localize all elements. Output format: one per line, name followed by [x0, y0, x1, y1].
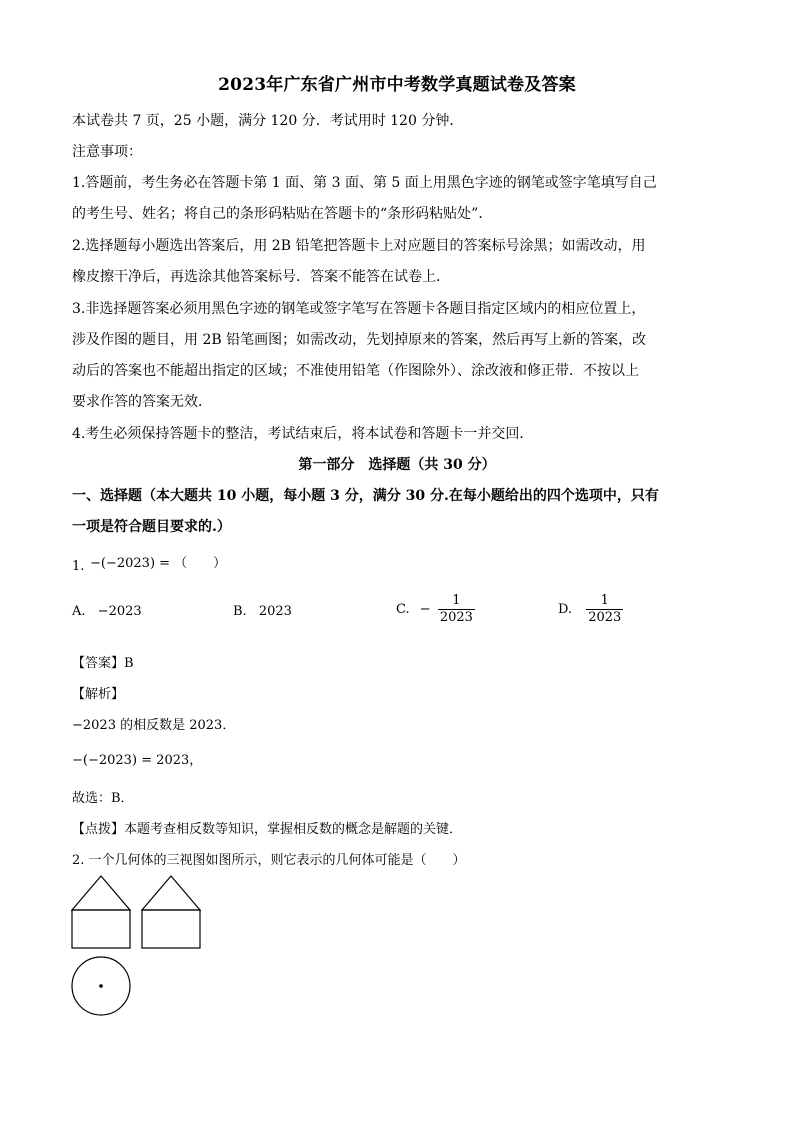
note-3-line-1: 3.非选择题答案必须用黑色字迹的钢笔或签字笔写在答题卡各题目指定区域内的相应位置上， — [72, 301, 646, 317]
q1-option-d-numerator: 1 — [600, 593, 609, 608]
q1-option-d-denominator: 2023 — [588, 610, 622, 625]
q1-option-c-sign: − — [419, 602, 431, 617]
part-one-title: 第一部分 选择题（共 30 分） — [298, 457, 496, 473]
top-view-center-dot — [99, 984, 103, 988]
note-4: 4.考生必须保持答题卡的整洁，考试结束后，将本试卷和答题卡一并交回． — [72, 426, 534, 442]
q1-choice: 故选：B． — [72, 791, 134, 806]
front-view-body — [72, 910, 130, 948]
section-instruction-line-1: 一、选择题（本大题共 10 小题，每小题 3 分，满分 30 分.在每小题给出的四个选项中，只有 — [72, 488, 659, 504]
q1-option-a — [72, 604, 142, 619]
notes-heading: 注意事项： — [72, 144, 142, 160]
exam-intro: 本试卷共 7 页，25 小题，满分 120 分．考试用时 120 分钟． — [72, 113, 464, 129]
q1-analysis-line-2: −(−2023) = 2023， — [72, 753, 203, 768]
q1-option-d-fraction — [586, 593, 623, 626]
note-3-line-4: 要求作答的答案无效． — [72, 394, 212, 410]
q1-option-b-label: B. — [233, 604, 247, 619]
page-title: 2023年广东省广州市中考数学真题试卷及答案 — [218, 75, 576, 95]
q1-analysis-line-1: −2023 的相反数是 2023． — [72, 718, 236, 733]
q1-analysis-heading: 【解析】 — [72, 687, 125, 702]
side-view-roof — [142, 876, 200, 910]
q1-option-d — [558, 593, 623, 626]
q1-option-d-label: D. — [558, 602, 573, 617]
q1-comment: 【点拨】本题考查相反数等知识，掌握相反数的概念是解题的关键． — [72, 822, 463, 837]
question-1-stem: −(−2023) = （ ） — [90, 556, 227, 571]
note-3-line-2: 涉及作图的题目，用 2B 铅笔画图；如需改动，先划掉原来的答案，然后再写上新的答案，改 — [72, 332, 647, 348]
q1-option-c-fraction — [438, 593, 475, 626]
three-view-drawing — [68, 870, 208, 1020]
q1-option-b — [233, 604, 292, 619]
q1-option-c-denominator: 2023 — [439, 610, 473, 625]
q1-option-a-label: A. — [72, 604, 86, 619]
side-view-body — [142, 910, 200, 948]
q1-answer: 【答案】B — [72, 656, 134, 671]
front-view-roof — [72, 876, 130, 910]
q1-option-b-value: 2023 — [258, 604, 292, 619]
section-instruction-line-2: 一项是符合题目要求的.） — [72, 519, 231, 535]
question-2-stem: 2. 一个几何体的三视图如图所示，则它表示的几何体可能是（ ） — [72, 853, 466, 868]
note-2-line-2: 橡皮擦干净后，再选涂其他答案标号．答案不能答在试卷上． — [72, 269, 450, 285]
q1-option-c-label: C. — [396, 602, 410, 617]
q1-option-c-numerator: 1 — [452, 593, 461, 608]
q1-option-c — [396, 593, 475, 626]
note-2-line-1: 2.选择题每小题选出答案后，用 2B 铅笔把答题卡上对应题目的答案标号涂黑；如需改动，用 — [72, 238, 646, 254]
note-1-line-2: 的考生号、姓名；将自己的条形码粘贴在答题卡的“条形码粘贴处”． — [72, 206, 493, 222]
note-3-line-3: 动后的答案也不能超出指定的区域；不准使用铅笔（作图除外）、涂改液和修正带．不按以上 — [72, 363, 639, 379]
question-1-number: 1. — [72, 559, 85, 574]
note-1-line-1: 1.答题前，考生务必在答题卡第 1 面、第 3 面、第 5 面上用黑色字迹的钢笔或签字笔填写自己 — [72, 175, 657, 191]
q1-option-a-value: −2023 — [97, 604, 142, 619]
